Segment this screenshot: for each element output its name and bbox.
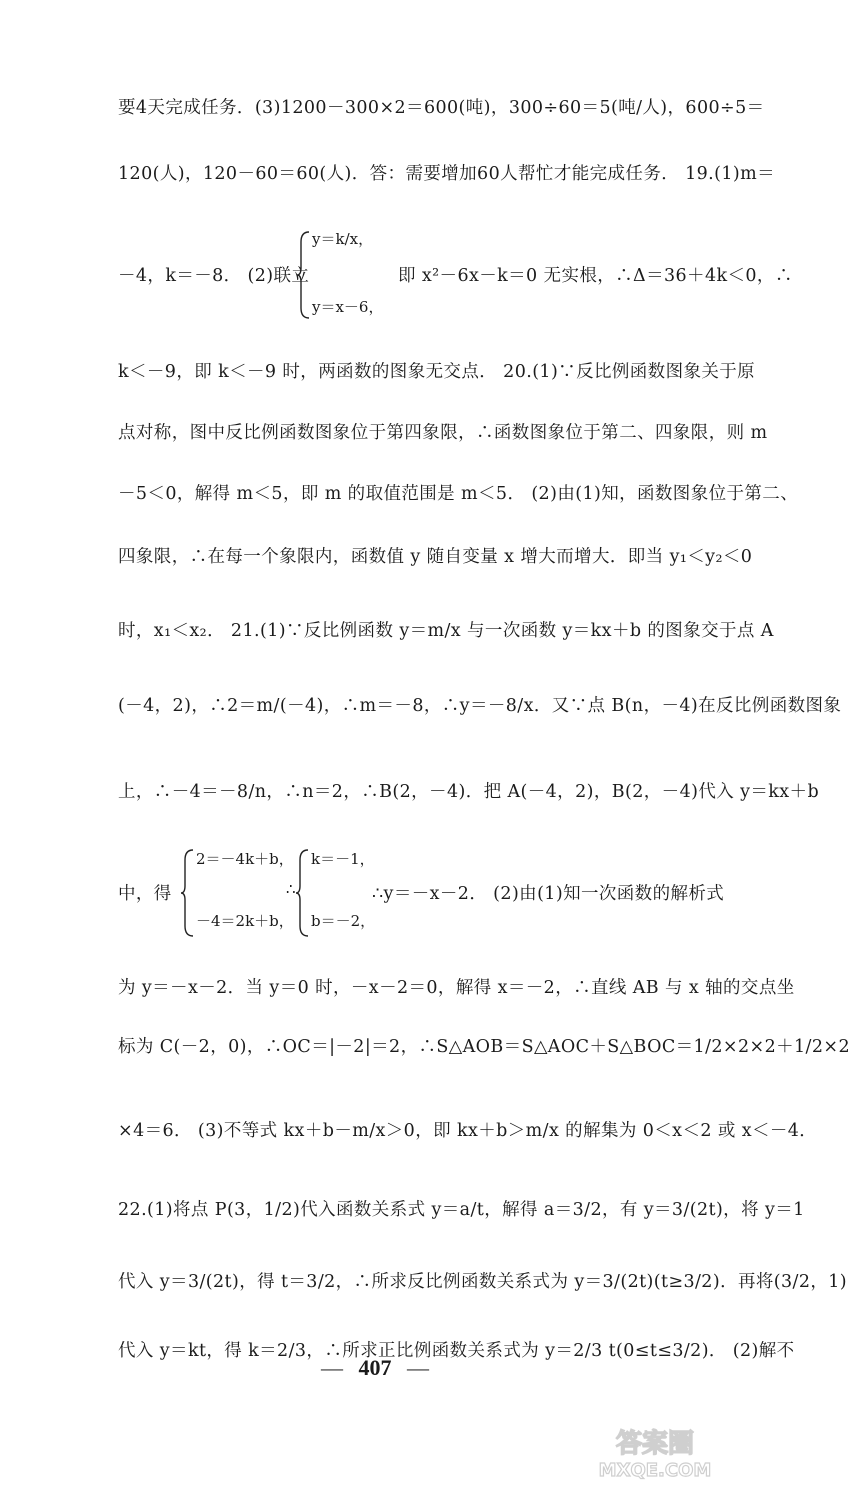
text-line-12: 中，得 — [118, 884, 172, 904]
text-line-19: 代入 y＝kt，得 k＝2/3，∴所求正比例函数关系式为 y＝2/3 t(0≤t≤3/2)． (2)解不 — [118, 1341, 795, 1361]
text-line-13: ∴y＝－x－2． (2)由(1)知一次函数的解析式 — [372, 884, 725, 904]
text-line-17: 22.(1)将点 P(3，1/2)代入函数关系式 y＝a/t，解得 a＝3/2，有 y＝3/(2t)，将 y＝1 — [118, 1200, 805, 1220]
text-line-18: 代入 y＝3/(2t)，得 t＝3/2，∴所求反比例函数关系式为 y＝3/(2t)(t≥3/2)．再将(3/2，1) — [118, 1272, 848, 1292]
text-line-9: 时，x₁＜x₂． 21.(1)∵反比例函数 y＝m/x 与一次函数 y＝kx＋b 的图象交于点 A — [118, 621, 774, 641]
system3-eq1: k＝－1， — [311, 850, 375, 868]
system-brace-3 — [296, 848, 310, 942]
page-number-dash-left: — — [321, 1355, 343, 1380]
text-line-10: (－4，2)，∴2＝m/(－4)，∴m＝－8，∴y＝－8/x．又∵点 B(n，－4)在反比例函数图象 — [118, 696, 842, 716]
text-line-1: 要4天完成任务．(3)1200－300×2＝600(吨)，300÷60＝5(吨/人)，600÷5＝ — [118, 98, 765, 118]
text-line-4: 即 x²－6x－k＝0 无实根，∴Δ＝36＋4k＜0，∴ — [398, 266, 793, 286]
system1-eq2: y＝x－6， — [312, 298, 384, 316]
text-line-11: 上，∴－4＝－8/n，∴n＝2，∴B(2，－4)．把 A(－4，2)，B(2，－4)代入 y＝kx＋b — [118, 782, 820, 802]
text-line-6: 点对称，图中反比例函数图象位于第四象限，∴函数图象位于第二、四象限，则 m — [118, 423, 768, 443]
text-line-16: ×4＝6． (3)不等式 kx＋b－m/x＞0，即 kx＋b＞m/x 的解集为 0＜x＜2 或 x＜－4． — [118, 1121, 818, 1141]
therefore-symbol: ∴ — [286, 880, 296, 898]
text-line-5: k＜－9，即 k＜－9 时，两函数的图象无交点． 20.(1)∵反比例函数图象关于原 — [118, 362, 756, 382]
watermark-url: MXQE.COM — [598, 1460, 712, 1481]
text-line-7: －5＜0，解得 m＜5，即 m 的取值范围是 m＜5． (2)由(1)知，函数图象位于第二、 — [118, 484, 799, 504]
text-line-2: 120(人)，120－60＝60(人)．答：需要增加60人帮忙才能完成任务． 19.(1)m＝ — [118, 164, 775, 184]
system-brace-2 — [181, 848, 195, 942]
watermark-logo — [570, 1422, 740, 1482]
page-number — [0, 1355, 750, 1381]
system2-eq2: －4＝2k＋b， — [196, 912, 294, 930]
page-number-dash-right: — — [407, 1355, 429, 1380]
system3-eq2: b＝－2， — [311, 912, 376, 930]
page-number-value: 407 — [358, 1355, 392, 1380]
text-line-15: 标为 C(－2，0)，∴OC＝|－2|＝2，∴S△AOB＝S△AOC＋S△BOC＝1/2×2×2＋1/2×2 — [118, 1037, 850, 1057]
system-brace-1 — [297, 230, 311, 324]
text-line-8: 四象限，∴在每一个象限内，函数值 y 随自变量 x 增大而增大．即当 y₁＜y₂＜0 — [118, 547, 753, 567]
text-line-3: －4，k＝－8． (2)联立 — [118, 266, 310, 286]
system1-eq1: y＝k/x， — [312, 230, 374, 248]
text-line-14: 为 y＝－x－2．当 y＝0 时，－x－2＝0，解得 x＝－2，∴直线 AB 与 x 轴的交点坐 — [118, 978, 795, 998]
system2-eq1: 2＝－4k＋b， — [196, 850, 294, 868]
watermark-title: 答案圈 — [615, 1429, 695, 1459]
